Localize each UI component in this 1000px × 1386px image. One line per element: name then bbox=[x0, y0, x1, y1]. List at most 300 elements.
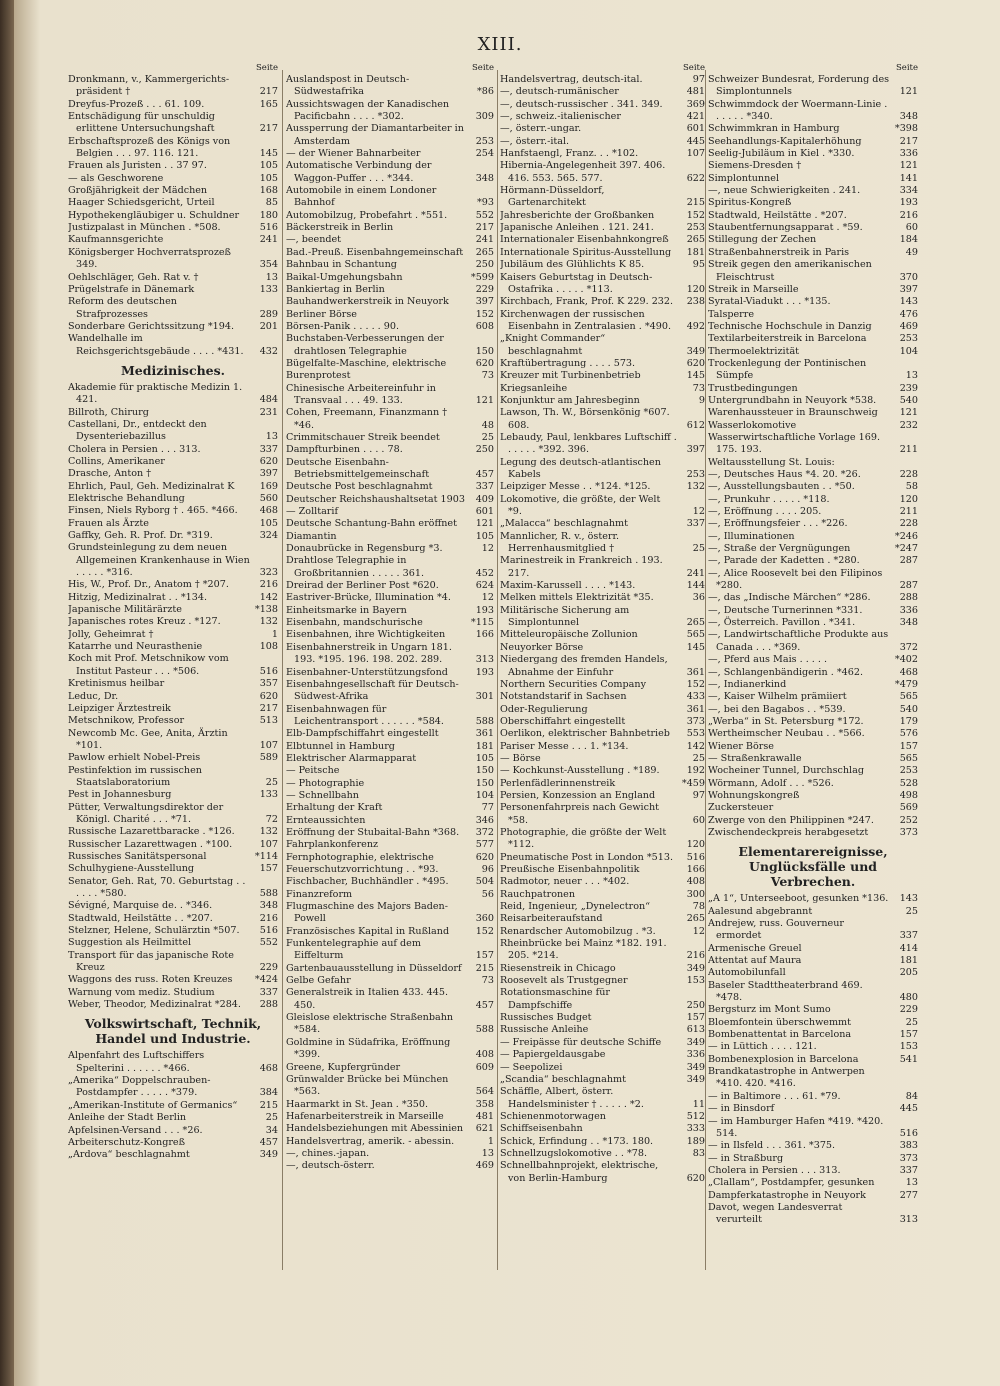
entry-text: Erbschaftsprozeß des Königs von Belgien . . . 97. 116. 121. bbox=[68, 135, 231, 160]
entry-text: Hibernia-Angelegenheit 397. 406. 416. 553. 565. 577. bbox=[500, 160, 666, 184]
entry-page: 620 bbox=[686, 357, 705, 369]
entry-text: Sévigné, Marquise de. . *346. bbox=[68, 900, 213, 912]
entry-text: Mitteleuropäische Zollunion bbox=[500, 629, 638, 641]
entry-page: 323 bbox=[259, 567, 278, 579]
entry-page: 384 bbox=[259, 1087, 278, 1099]
entry-text: Kriegsanleihe bbox=[500, 382, 568, 394]
entry-text: Hanfstaengl, Franz. . . *102. bbox=[500, 148, 639, 160]
index-entry bbox=[708, 667, 918, 679]
index-entry bbox=[286, 987, 494, 1012]
index-entry bbox=[708, 1066, 918, 1091]
entry-page: 397 bbox=[259, 468, 278, 480]
index-column-body bbox=[500, 74, 705, 1185]
entry-page: 613 bbox=[686, 1024, 705, 1036]
index-entry bbox=[708, 259, 918, 284]
entry-page: 120 bbox=[686, 839, 705, 851]
entry-text: Bahnbau in Schantung bbox=[286, 259, 397, 271]
entry-text: — als Geschworene bbox=[68, 172, 164, 184]
entry-page: 349 bbox=[686, 1061, 705, 1073]
entry-text: Dronkmann, v., Kammergerichts-präsident † bbox=[68, 74, 230, 98]
index-entry bbox=[68, 419, 278, 444]
index-entry bbox=[68, 99, 278, 111]
entry-text: Kaufmannsgerichte bbox=[68, 234, 164, 246]
entry-text: Einheitsmarke in Bayern bbox=[286, 604, 407, 616]
entry-page: 25 bbox=[692, 752, 705, 764]
entry-page: 216 bbox=[686, 950, 705, 962]
entry-page: *479 bbox=[894, 678, 918, 690]
index-entry bbox=[708, 1041, 918, 1053]
entry-page: *138 bbox=[254, 604, 278, 616]
index-column-body bbox=[286, 74, 494, 1173]
entry-text: Bloemfontein überschwemmt bbox=[708, 1016, 852, 1028]
index-entry bbox=[500, 1074, 705, 1086]
entry-page: 241 bbox=[259, 234, 278, 246]
entry-page: 540 bbox=[899, 394, 918, 406]
entry-page: 121 bbox=[899, 86, 918, 98]
index-entry bbox=[708, 728, 918, 740]
entry-page: 373 bbox=[686, 715, 705, 727]
index-entry bbox=[500, 778, 705, 790]
entry-page: 25 bbox=[905, 1016, 918, 1028]
entry-page: 589 bbox=[259, 752, 278, 764]
index-entry bbox=[708, 679, 918, 691]
entry-text: Suggestion als Heilmittel bbox=[68, 937, 192, 949]
entry-page: 105 bbox=[475, 530, 494, 542]
entry-text: Oder-Regulierung bbox=[500, 703, 588, 715]
index-entry bbox=[286, 222, 494, 234]
index-entry bbox=[286, 827, 494, 839]
entry-page: 179 bbox=[899, 715, 918, 727]
entry-page: 49 bbox=[905, 246, 918, 258]
entry-text: —, Deutsches Haus *4. 20. *26. bbox=[708, 469, 861, 480]
entry-page: 217 bbox=[259, 123, 278, 135]
index-entry bbox=[500, 926, 705, 938]
entry-text: —, Straße der Vergnügungen bbox=[708, 543, 851, 555]
index-entry bbox=[286, 247, 494, 259]
entry-page: 132 bbox=[686, 481, 705, 493]
index-entry bbox=[708, 247, 918, 259]
index-entry bbox=[500, 629, 705, 641]
entry-page: 504 bbox=[475, 876, 494, 888]
entry-text: —, Parade der Kadetten . *280. bbox=[708, 555, 860, 567]
index-entry bbox=[68, 468, 278, 480]
entry-text: Melken mittels Elektrizität *35. bbox=[500, 592, 654, 604]
index-entry bbox=[500, 210, 705, 222]
index-entry bbox=[68, 752, 278, 764]
entry-page: 457 bbox=[475, 999, 494, 1011]
entry-text: —, chines.-japan. bbox=[286, 1147, 370, 1159]
entry-page: 457 bbox=[475, 469, 494, 480]
entry-text: Maxim-Karussell . . . . *143. bbox=[500, 580, 636, 592]
index-entry bbox=[708, 741, 918, 753]
entry-page: 169 bbox=[259, 480, 278, 492]
entry-text: Katarrhe und Neurasthenie bbox=[68, 641, 203, 653]
entry-page: 289 bbox=[259, 308, 278, 320]
entry-text: Gelbe Gefahr bbox=[286, 975, 351, 987]
entry-page: 107 bbox=[259, 838, 278, 850]
index-entry bbox=[708, 432, 918, 457]
entry-page: 516 bbox=[899, 1127, 918, 1139]
index-entry bbox=[68, 210, 278, 222]
index-entry bbox=[286, 457, 494, 482]
index-entry bbox=[708, 629, 918, 654]
entry-text: Jahresberichte der Großbanken bbox=[500, 209, 655, 221]
entry-text: Russisches Budget bbox=[500, 1012, 592, 1024]
entry-page: 73 bbox=[481, 975, 494, 987]
index-entry bbox=[500, 74, 705, 86]
entry-page: 620 bbox=[475, 851, 494, 863]
entry-page: 469 bbox=[899, 320, 918, 332]
entry-text: Börsen-Panik . . . . . 90. bbox=[286, 320, 400, 332]
entry-text: Sonderbare Gerichtssitzung *194. bbox=[68, 320, 235, 332]
entry-page: 397 bbox=[686, 444, 705, 456]
index-entry bbox=[286, 889, 494, 901]
index-entry bbox=[286, 284, 494, 296]
entry-text: Bergsturz im Mont Sumo bbox=[708, 1004, 831, 1016]
index-entry bbox=[708, 74, 918, 99]
index-entry bbox=[708, 506, 918, 518]
entry-page: 228 bbox=[899, 518, 918, 530]
entry-page: 181 bbox=[899, 955, 918, 967]
entry-page: *86 bbox=[476, 86, 494, 98]
entry-page: 576 bbox=[899, 728, 918, 740]
index-entry bbox=[708, 778, 918, 790]
entry-text: Schnellbahnprojekt, elektrische, von Berlin-Hamburg bbox=[500, 1160, 659, 1184]
index-entry bbox=[286, 333, 494, 358]
entry-text: Schick, Erfindung . . *173. 180. bbox=[500, 1135, 654, 1147]
entry-text: — im Hamburger Hafen *419. *420. 514. bbox=[708, 1115, 884, 1139]
entry-text: Wasserlokomotive bbox=[708, 419, 797, 431]
entry-page: 492 bbox=[686, 320, 705, 332]
index-entry bbox=[286, 802, 494, 814]
entry-text: „Ardova“ beschlagnahmt bbox=[68, 1149, 190, 1161]
entry-page: 277 bbox=[899, 1189, 918, 1201]
index-entry bbox=[68, 876, 278, 901]
entry-page: 601 bbox=[686, 123, 705, 135]
entry-text: Handelsbeziehungen mit Abessinien bbox=[286, 1123, 464, 1135]
index-entry bbox=[708, 893, 918, 905]
index-entry bbox=[68, 234, 278, 246]
entry-text: Textilarbeiterstreik in Barcelona bbox=[708, 333, 867, 345]
entry-page: 205 bbox=[899, 967, 918, 979]
entry-text: Greene, Kupfergründer bbox=[286, 1061, 401, 1073]
entry-text: Gaffky, Geh. R. Prof. Dr. *319. bbox=[68, 530, 213, 542]
entry-page: 180 bbox=[259, 209, 278, 221]
entry-text: Bankiertag in Berlin bbox=[286, 283, 385, 295]
entry-text: Radmotor, neuer . . . *402. bbox=[500, 876, 630, 888]
index-entry bbox=[286, 1123, 494, 1135]
entry-page: 229 bbox=[899, 1004, 918, 1016]
entry-text: Aussperrung der Diamantarbeiter in Amsterdam bbox=[286, 123, 464, 147]
index-entry bbox=[68, 333, 278, 358]
entry-page: 107 bbox=[686, 148, 705, 160]
index-entry bbox=[68, 691, 278, 703]
entry-text: Japanische Anleihen . 121. 241. bbox=[500, 222, 654, 234]
entry-text: Kaisers Geburtstag in Deutsch-Ostafrika . . . . . *113. bbox=[500, 271, 653, 295]
entry-text: —, österr.-ital. bbox=[500, 135, 570, 147]
entry-page: 152 bbox=[686, 678, 705, 690]
entry-text: Armenische Greuel bbox=[708, 942, 802, 954]
index-entry bbox=[68, 493, 278, 505]
index-entry bbox=[708, 802, 918, 814]
entry-text: Marinestreik in Frankreich . 193. 217. bbox=[500, 555, 663, 579]
entry-text: Zwischendeckpreis herabgesetzt bbox=[708, 826, 869, 838]
entry-page: 11 bbox=[692, 1098, 705, 1110]
entry-page: 484 bbox=[259, 394, 278, 406]
index-entry bbox=[286, 444, 494, 456]
entry-page: 153 bbox=[686, 975, 705, 987]
entry-text: Kirchbach, Frank, Prof. K 229. 232. bbox=[500, 296, 674, 308]
entry-page: 361 bbox=[686, 703, 705, 715]
entry-page: 48 bbox=[481, 419, 494, 431]
entry-text: Pütter, Verwaltungsdirektor der Königl. Charité . . . *71. bbox=[68, 801, 224, 825]
index-entry bbox=[286, 210, 494, 222]
index-entry bbox=[708, 1140, 918, 1152]
entry-text: Schwimmkran in Hamburg bbox=[708, 123, 840, 135]
entry-page: 133 bbox=[259, 789, 278, 801]
entry-page: 216 bbox=[899, 209, 918, 221]
index-entry bbox=[708, 1190, 918, 1202]
entry-page: 217 bbox=[259, 702, 278, 714]
entry-text: —, deutsch-österr. bbox=[286, 1160, 375, 1172]
entry-page: 142 bbox=[259, 591, 278, 603]
index-entry bbox=[708, 918, 918, 943]
index-entry bbox=[286, 790, 494, 802]
index-entry bbox=[708, 1202, 918, 1227]
entry-page: 215 bbox=[686, 197, 705, 209]
index-entry bbox=[286, 74, 494, 99]
index-entry bbox=[286, 1099, 494, 1111]
entry-text: Kreuzer mit Turbinenbetrieb bbox=[500, 370, 641, 382]
index-entry bbox=[68, 74, 278, 99]
entry-page: 309 bbox=[475, 111, 494, 123]
index-entry bbox=[286, 876, 494, 888]
entry-text: Frauen als Juristen . . 37 97. bbox=[68, 160, 207, 172]
entry-page: 238 bbox=[686, 296, 705, 308]
entry-page: 301 bbox=[475, 691, 494, 703]
index-entry bbox=[500, 1136, 705, 1148]
entry-text: Cholera in Persien . . . 313. bbox=[708, 1164, 841, 1176]
entry-text: Königsberger Hochverratsprozeß 349. bbox=[68, 246, 231, 271]
entry-text: Eisenbahner-Unterstützungsfond bbox=[286, 666, 448, 678]
entry-text: Jolly, Geheimrat † bbox=[68, 628, 154, 640]
index-entry bbox=[708, 123, 918, 135]
entry-text: „Scandia“ beschlagnahmt bbox=[500, 1073, 626, 1085]
entry-page: 250 bbox=[686, 999, 705, 1011]
index-entry bbox=[286, 901, 494, 926]
index-entry bbox=[708, 1004, 918, 1016]
index-entry bbox=[708, 185, 918, 197]
entry-page: 337 bbox=[899, 930, 918, 942]
entry-text: Bombenattentat in Barcelona bbox=[708, 1029, 852, 1041]
entry-page: 383 bbox=[899, 1140, 918, 1152]
entry-text: Streik gegen den amerikanischen Fleischtrust bbox=[708, 259, 872, 283]
index-entry bbox=[286, 753, 494, 765]
index-entry bbox=[68, 728, 278, 753]
entry-text: Davot, wegen Landesverrat verurteilt bbox=[708, 1201, 843, 1226]
entry-page: 624 bbox=[475, 580, 494, 592]
index-entry bbox=[708, 605, 918, 617]
index-entry bbox=[500, 111, 705, 123]
index-entry bbox=[68, 456, 278, 468]
entry-text: Handelsvertrag, amerik. - abessin. bbox=[286, 1135, 455, 1147]
index-entry bbox=[500, 358, 705, 370]
index-entry bbox=[708, 1116, 918, 1141]
entry-text: Bügelfalte-Maschine, elektrische bbox=[286, 357, 447, 369]
section-heading: Medizinisches. bbox=[120, 362, 226, 378]
entry-text: Wohnungskongreß bbox=[708, 789, 800, 801]
entry-text: Berliner Börse bbox=[286, 308, 357, 320]
index-entry bbox=[500, 765, 705, 777]
index-entry bbox=[500, 1111, 705, 1123]
entry-text: Waggons des russ. Roten Kreuzes bbox=[68, 974, 233, 986]
index-entry bbox=[708, 222, 918, 234]
entry-text: Eisenbahngesellschaft für Deutsch-Südwest-Afrika bbox=[286, 678, 459, 703]
entry-page: 620 bbox=[686, 1172, 705, 1184]
entry-page: 569 bbox=[899, 802, 918, 814]
entry-page: 468 bbox=[899, 666, 918, 678]
entry-page: 217 bbox=[259, 86, 278, 98]
entry-text: Grundsteinlegung zu dem neuen Allgemeinen Krankenhause in Wien . . . . . *316. bbox=[68, 542, 250, 579]
entry-page: 96 bbox=[481, 864, 494, 875]
entry-page: 150 bbox=[475, 345, 494, 357]
index-entry bbox=[500, 309, 705, 334]
entry-page: 184 bbox=[899, 234, 918, 246]
index-entry bbox=[286, 555, 494, 580]
entry-text: Internationale Spiritus-Ausstellung bbox=[500, 246, 672, 258]
index-entry bbox=[286, 1111, 494, 1123]
index-entry bbox=[68, 604, 278, 616]
entry-page: 287 bbox=[899, 555, 918, 567]
entry-text: Eisenbahnwagen für Leichentransport . . . . . . *584. bbox=[286, 703, 444, 727]
entry-page: 361 bbox=[686, 666, 705, 678]
entry-page: 250 bbox=[475, 259, 494, 271]
entry-page: 157 bbox=[899, 740, 918, 752]
entry-page: 565 bbox=[686, 629, 705, 641]
index-entry bbox=[68, 715, 278, 727]
entry-text: Apfelsinen-Versand . . . *26. bbox=[68, 1124, 203, 1136]
entry-page: 166 bbox=[475, 629, 494, 641]
entry-page: 516 bbox=[259, 665, 278, 677]
section-heading: Elementarereignisse, Unglücksfälle und Verbrechen. bbox=[738, 844, 888, 890]
seite-label: Seite bbox=[682, 63, 705, 73]
entry-page: 253 bbox=[686, 222, 705, 234]
entry-page: 620 bbox=[259, 455, 278, 467]
entry-text: Pneumatische Post in London *513. bbox=[500, 851, 674, 863]
index-entry bbox=[708, 691, 918, 703]
index-entry bbox=[500, 234, 705, 246]
entry-page: 13 bbox=[265, 271, 278, 283]
index-entry bbox=[68, 999, 278, 1011]
index-entry bbox=[708, 906, 918, 918]
entry-page: *114 bbox=[254, 850, 278, 862]
entry-page: 253 bbox=[686, 469, 705, 480]
index-entry bbox=[68, 616, 278, 628]
column-rule bbox=[282, 70, 283, 1270]
entry-text: Hypothekengläubiger u. Schuldner bbox=[68, 209, 240, 221]
index-entry bbox=[286, 407, 494, 432]
entry-page: 516 bbox=[259, 222, 278, 234]
entry-text: — Schnellbahn bbox=[286, 789, 359, 801]
entry-page: 121 bbox=[899, 407, 918, 419]
entry-page: 336 bbox=[899, 604, 918, 616]
entry-text: Trustbedingungen bbox=[708, 382, 798, 394]
index-entry bbox=[68, 185, 278, 197]
entry-text: Mannlicher, R. v., österr. Herrenhausmitglied † bbox=[500, 530, 620, 555]
index-entry bbox=[68, 530, 278, 542]
entry-text: Französisches Kapital in Rußland bbox=[286, 925, 450, 937]
entry-page: 349 bbox=[686, 1073, 705, 1085]
entry-text: Wocheiner Tunnel, Durchschlag bbox=[708, 765, 864, 777]
entry-page: 97 bbox=[692, 789, 705, 801]
entry-page: 372 bbox=[475, 826, 494, 838]
index-column-body bbox=[68, 74, 278, 1162]
entry-text: Baikal-Umgehungsbahn bbox=[286, 271, 403, 283]
index-entry bbox=[68, 173, 278, 185]
index-entry bbox=[500, 605, 705, 630]
entry-page: 265 bbox=[475, 246, 494, 258]
index-entry bbox=[708, 407, 918, 419]
entry-text: Feuerschutzvorrichtung . . *93. bbox=[286, 864, 439, 875]
entry-page: 193 bbox=[475, 604, 494, 616]
entry-page: 348 bbox=[259, 900, 278, 912]
entry-page: 349 bbox=[686, 962, 705, 974]
entry-page: *115 bbox=[470, 617, 494, 629]
index-entry bbox=[286, 741, 494, 753]
entry-text: —, Österreich. Pavillon . *341. bbox=[708, 617, 856, 629]
entry-text: —, Deutsche Turnerinnen *331. bbox=[708, 604, 863, 616]
index-entry bbox=[708, 815, 918, 827]
entry-text: Gleislose elektrische Straßenbahn *584. bbox=[286, 1012, 454, 1036]
index-entry bbox=[68, 826, 278, 838]
index-entry bbox=[286, 765, 494, 777]
entry-page: 166 bbox=[686, 864, 705, 875]
entry-text: Fernphotographie, elektrische bbox=[286, 851, 434, 863]
entry-text: Bad.-Preuß. Eisenbahngemeinschaft bbox=[286, 246, 464, 258]
entry-page: 346 bbox=[475, 814, 494, 826]
entry-text: Entschädigung für unschuldig erlittene Untersuchungshaft bbox=[68, 111, 215, 135]
index-entry bbox=[708, 469, 918, 481]
entry-text: Koch mit Prof. Metschnikow vom Institut Pasteur . . . *506. bbox=[68, 653, 229, 677]
entry-page: 432 bbox=[259, 345, 278, 357]
index-entry bbox=[500, 876, 705, 888]
entry-page: 231 bbox=[259, 406, 278, 418]
entry-text: — in Binsdorf bbox=[708, 1103, 775, 1115]
entry-text: — in Ilsfeld . . . 361. *375. bbox=[708, 1140, 836, 1152]
entry-page: 1 bbox=[271, 628, 278, 640]
entry-text: „Malacca“ beschlagnahmt bbox=[500, 518, 628, 530]
entry-page: 25 bbox=[905, 905, 918, 917]
index-entry bbox=[286, 358, 494, 370]
index-entry bbox=[68, 247, 278, 272]
entry-text: Simplontunnel bbox=[708, 172, 780, 184]
index-entry bbox=[68, 136, 278, 161]
entry-page: 1 bbox=[487, 1135, 494, 1147]
entry-page: 421 bbox=[686, 111, 705, 123]
entry-text: Pariser Messe . . . 1. *134. bbox=[500, 740, 629, 752]
seite-label: Seite bbox=[895, 63, 918, 73]
index-entry bbox=[708, 173, 918, 185]
entry-page: 132 bbox=[259, 826, 278, 838]
entry-page: 334 bbox=[899, 185, 918, 197]
index-entry bbox=[708, 1103, 918, 1115]
entry-text: —, Indianerkind bbox=[708, 678, 787, 690]
index-entry bbox=[708, 1165, 918, 1177]
entry-text: Anleihe der Stadt Berlin bbox=[68, 1112, 187, 1124]
entry-text: Schäffle, Albert, österr. Handelsminister † . . . . . *2. bbox=[500, 1086, 644, 1110]
entry-text: Untergrundbahn in Neuyork *538. bbox=[708, 394, 877, 406]
entry-text: Metschnikow, Professor bbox=[68, 715, 185, 727]
